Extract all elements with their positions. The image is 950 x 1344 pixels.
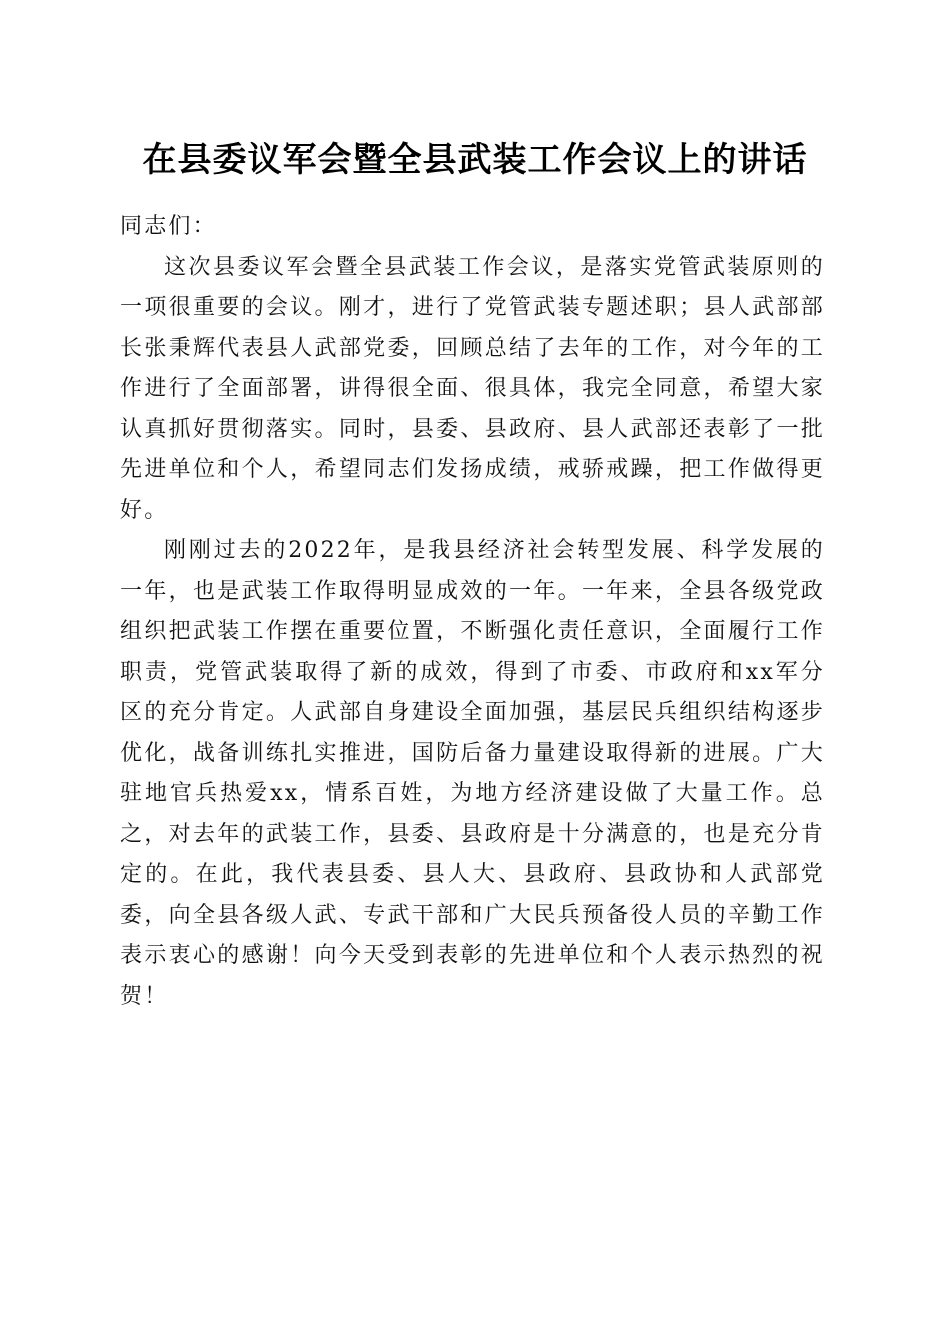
document-body — [120, 207, 825, 1017]
document-title: 在县委议军会暨全县武装工作会议上的讲话 — [142, 140, 808, 180]
paragraph-2: 刚刚过去的2022年，是我县经济社会转型发展、科学发展的一年，也是武装工作取得明显成效的一年。一年来，全县各级党政组织把武装工作摆在重要位置，不断强化责任意识，全面履行工作职责，党管武装取得了新的成效，得到了市委、市政府和xx军分区的充分肯定。人武部自身建设全面加强，基层民兵组织结构逐步优化，战备训练扎实推进，国防后备力量建设取得新的进展。广大驻地官兵热爱xx，情系百姓，为地方经济建设做了大量工作。总之，对去年的武装工作，县委、县政府是十分满意的，也是充分肯定的。在此，我代表县委、县人大、县政府、县政协和人武部党委，向全县各级人武、专武干部和广大民兵预备役人员的辛勤工作表示衷心的感谢！向今天受到表彰的先进单位和个人表示热烈的祝贺！ — [120, 538, 825, 1009]
salutation: 同志们： — [120, 214, 217, 239]
paragraph-1: 这次县委议军会暨全县武装工作会议，是落实党管武装原则的一项很重要的会议。刚才，进行了党管武装专题述职；县人武部部长张秉辉代表县人武部党委，回顾总结了去年的工作，对今年的工作进行了全面部署，讲得很全面、很具体，我完全同意，希望大家认真抓好贯彻落实。同时，县委、县政府、县人武部还表彰了一批先进单位和个人，希望同志们发扬成绩，戒骄戒躁，把工作做得更好。 — [120, 254, 825, 523]
